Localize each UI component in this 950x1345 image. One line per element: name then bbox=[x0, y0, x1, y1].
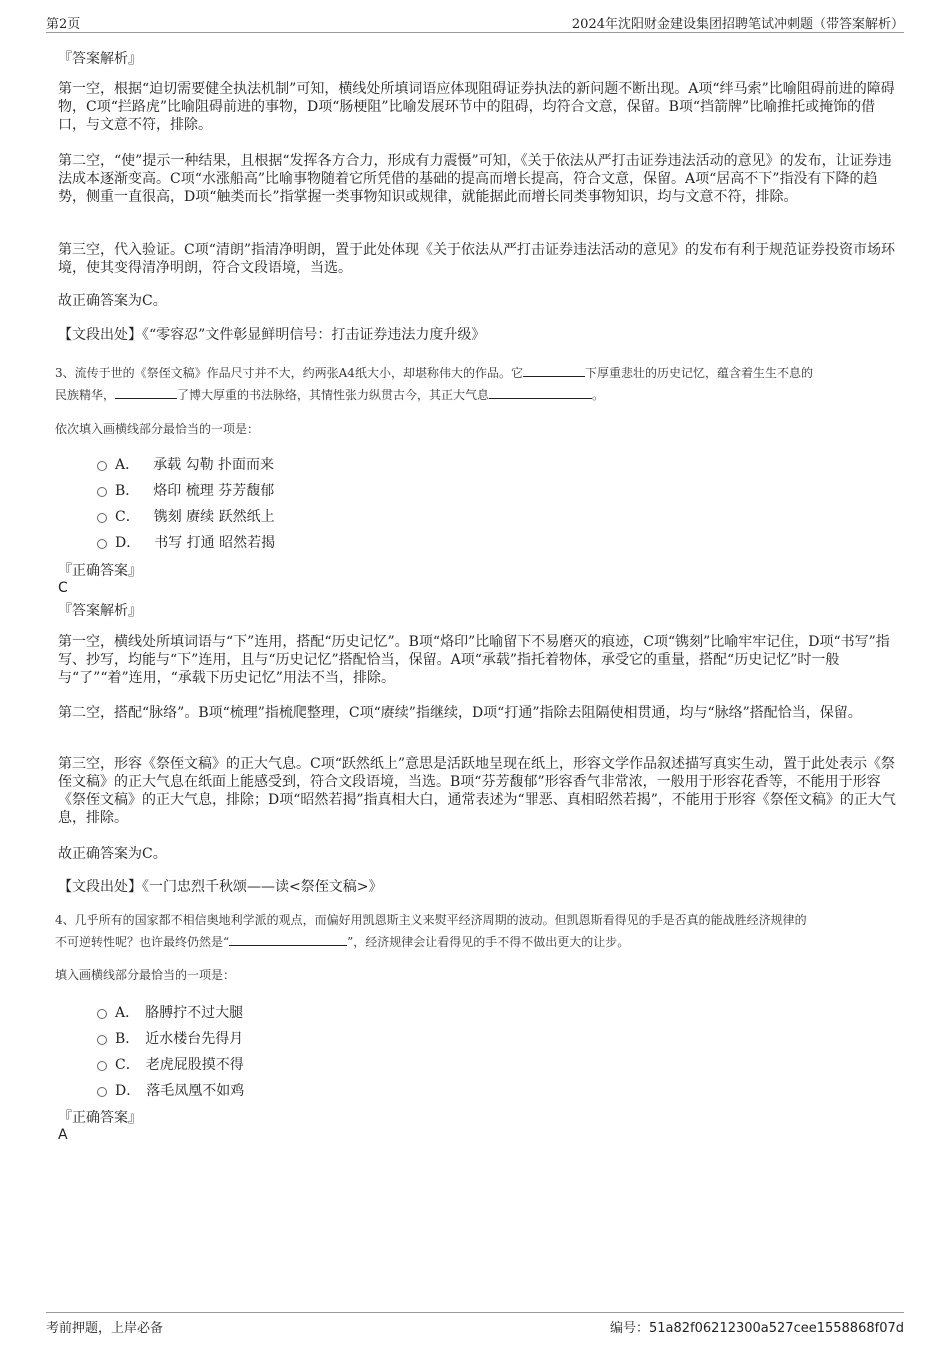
analysis-paragraph: 第一空，根据“迫切需要健全执法机制”可知，横线处所填词语应体现阻碍证券执法的新问题不断出现。A项“绊马索”比喻阻碍前进的障碍物，C项“拦路虎”比喻阻碍前进的事物，D项“肠梗阻”比喻发展环节中的阻碍，均符合文意，保留。B项“挡箭牌”比喻推托或掩饰的借口，与文意不符，排除。 bbox=[58, 81, 895, 133]
correct-answer: A bbox=[58, 1127, 68, 1143]
correct-answer: C bbox=[58, 580, 68, 596]
analysis-paragraph: 第二空，搭配“脉络”。B项“梳理”指梳爬整理，C项“赓续”指继续，D项“打通”指除去阻隔使相贯通，均与“脉络”搭配恰当，保留。 bbox=[58, 705, 862, 721]
radio-icon[interactable] bbox=[97, 1035, 107, 1045]
option-c[interactable]: C． 老虎屁股摸不得 bbox=[97, 1054, 244, 1074]
analysis-paragraph: 第三空，代入验证。C项“清朗”指清净明朗，置于此处体现《关于依法从严打击证券违法活动的意见》的发布有利于规范证券投资市场环境，使其变得清净明朗，符合文段语境，当选。 bbox=[58, 242, 896, 276]
answer-blank bbox=[229, 933, 347, 946]
option-b[interactable]: B． 烙印 梳理 芬芳馥郁 bbox=[97, 480, 274, 500]
option-a[interactable]: A． 承载 勾勒 扑面而来 bbox=[97, 454, 274, 474]
page-header bbox=[46, 10, 904, 33]
radio-icon[interactable] bbox=[97, 1087, 107, 1097]
answer-blank bbox=[523, 364, 585, 377]
option-b[interactable]: B． 近水楼台先得月 bbox=[97, 1028, 243, 1048]
footer-slogan: 考前押题，上岸必备 bbox=[46, 1321, 164, 1336]
analysis-paragraph: 第三空，形容《祭侄文稿》的正大气息。C项“跃然纸上”意思是活跃地呈现在纸上，形容文学作品叙述描写真实生动，置于此处表示《祭侄文稿》的正大气息在纸面上能感受到，符合文段语境，当选。B项“芬芳馥郁”形容香气非常浓，一般用于形容花香等，不能用于形容《祭侄文稿》的正大气息，排除；D项“昭然若揭”指真相大白，通常表述为“罪恶、真相昭然若揭”，不能用于形容《祭侄文稿》的正大气息，排除。 bbox=[58, 756, 896, 826]
question-3-text: 3、流传于世的《祭侄文稿》作品尺寸并不大，约两张A4纸大小，却堪称伟大的作品。它 下厚重悲壮的历史记忆，蕴含着生生不息的 民族精华， 了博大厚重的书法脉络，其情性张力纵贯古今，其正大气息 。 bbox=[55, 366, 813, 402]
question-prompt: 填入画横线部分最恰当的一项是： bbox=[55, 968, 236, 982]
analysis-paragraph: 第二空，“使”提示一种结果，且根据“发挥各方合力，形成有力震慑”可知，《关于依法从严打击证券违法活动的意见》的发布，让证券违法成本逐渐变高。C项“水涨船高”比喻事物随着它所凭借的基础的提高而增长提高，符合文意，保留。A项“居高不下”指没有下降的趋势，侧重一直很高，D项“触类而长”指掌握一类事物知识或规律，就能据此而增长同类事物知识，均与文意不符，排除。 bbox=[58, 153, 892, 205]
answer-blank bbox=[489, 386, 592, 399]
page-footer bbox=[46, 1312, 904, 1337]
correct-answer-label: 『正确答案』 bbox=[58, 1110, 142, 1126]
question-prompt: 依次填入画横线部分最恰当的一项是： bbox=[55, 422, 260, 436]
radio-icon[interactable] bbox=[97, 461, 107, 471]
analysis-label: 『答案解析』 bbox=[58, 603, 142, 619]
option-d[interactable]: D． 落毛凤凰不如鸡 bbox=[97, 1080, 244, 1100]
radio-icon[interactable] bbox=[97, 487, 107, 497]
analysis-label: 『答案解析』 bbox=[58, 51, 142, 67]
document-code: 编号：51a82f06212300a527cee1558868f07d bbox=[609, 1321, 904, 1336]
question-4-text: 4、几乎所有的国家都不相信奥地利学派的观点，而偏好用凯恩斯主义来熨平经济周期的波动。但凯恩斯看得见的手是否真的能战胜经济规律的 不可逆转性呢？也许最终仍然是“ ”，经济规律会让看得见的手不得不做出更大的让步。 bbox=[55, 913, 807, 949]
radio-icon[interactable] bbox=[97, 539, 107, 549]
radio-icon[interactable] bbox=[97, 1009, 107, 1019]
option-d[interactable]: D． 书写 打通 昭然若揭 bbox=[97, 532, 275, 552]
radio-icon[interactable] bbox=[97, 1061, 107, 1071]
option-c[interactable]: C． 镌刻 赓续 跃然纸上 bbox=[97, 506, 275, 526]
page-number: 第2页 bbox=[46, 17, 81, 32]
radio-icon[interactable] bbox=[97, 513, 107, 523]
source-citation: 【文段出处】《“零容忍”文件彰显鲜明信号：打击证券违法力度升级》 bbox=[58, 327, 486, 343]
analysis-paragraph: 第一空，横线处所填词语与“下”连用，搭配“历史记忆”。B项“烙印”比喻留下不易磨灭的痕迹，C项“镌刻”比喻牢牢记住，D项“书写”指写、抄写，均能与“下”连用，且与“历史记忆”搭配恰当，保留。A项“承载”指托着物体，承受它的重量，搭配“历史记忆”时一般与“了”“着”连用，“承载下历史记忆”用法不当，排除。 bbox=[58, 634, 890, 686]
analysis-conclusion: 故正确答案为C。 bbox=[58, 293, 167, 309]
correct-answer-label: 『正确答案』 bbox=[58, 563, 142, 579]
option-a[interactable]: A． 胳膊拧不过大腿 bbox=[97, 1002, 243, 1022]
answer-blank bbox=[115, 386, 177, 399]
analysis-conclusion: 故正确答案为C。 bbox=[58, 846, 167, 862]
source-citation: 【文段出处】《一门忠烈千秋颂——读<祭侄文稿>》 bbox=[58, 879, 383, 895]
document-title: 2024年沈阳财金建设集团招聘笔试冲刺题（带答案解析） bbox=[571, 17, 904, 32]
